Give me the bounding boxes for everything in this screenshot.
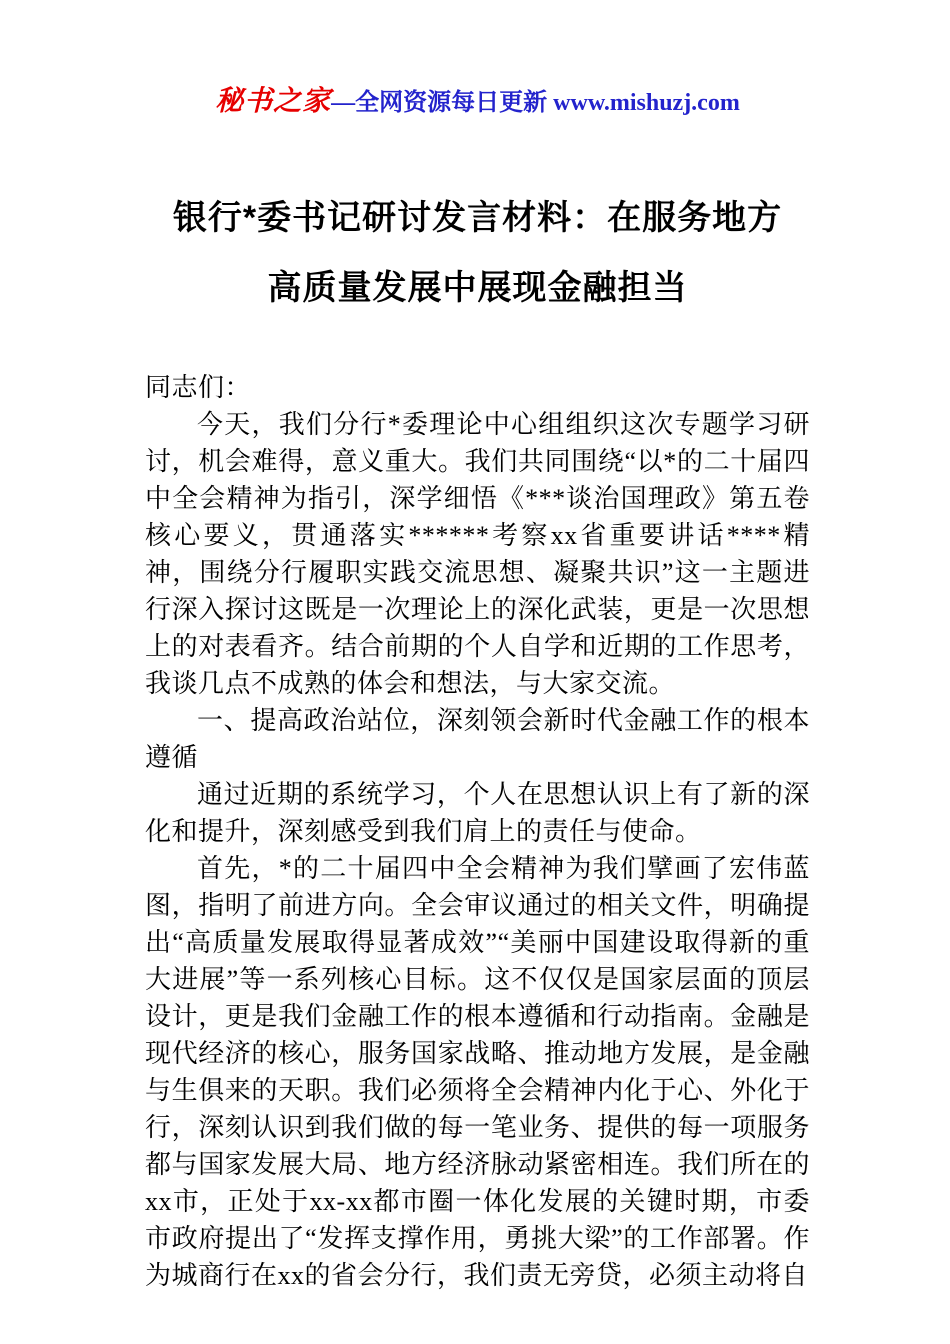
document-title-line-2: 高质量发展中展现金融担当 — [267, 269, 688, 307]
site-url-link[interactable]: www.mishuzj.com — [553, 90, 740, 116]
document-title — [145, 183, 810, 323]
paragraph: 首先，*的二十届四中全会精神为我们擘画了宏伟蓝图，指明了前进方向。全会审议通过的相关文件，明确提出“高质量发展取得显著成效”“美丽中国建设取得新的重大进展”等一系列核心目标。这不仅仅是国家层面的顶层设计，更是我们金融工作的根本遵循和行动指南。金融是现代经济的核心，服务国家战略、推动地方发展，是金融与生俱来的天职。我们必须将全会精神内化于心、外化于行，深刻认识到我们做的每一笔业务、提供的每一项服务都与国家发展大局、地方经济脉动紧密相连。我们所在的xx市，正处于xx-xx都市圈一体化发展的关键时期，市委市政府提出了“发挥支撑作用，勇挑大梁”的工作部署。作为城商行在xx的省会分行，我们责无旁贷，必须主动将自 — [145, 854, 810, 1290]
site-tagline: —全网资源每日更新 — [331, 90, 554, 116]
paragraph: 通过近期的系统学习，个人在思想认识上有了新的深化和提升，深刻感受到我们肩上的责任与使命。 — [145, 780, 810, 846]
section-heading: 一、提高政治站位，深刻领会新时代金融工作的根本遵循 — [145, 706, 810, 772]
document-body — [145, 369, 810, 1294]
site-name: 秘书之家 — [215, 86, 332, 117]
site-header — [145, 85, 810, 123]
document-title-line-1: 银行*委书记研讨发言材料：在服务地方 — [172, 199, 783, 237]
paragraph: 今天，我们分行*委理论中心组组织这次专题学习研讨，机会难得，意义重大。我们共同围绕“以*的二十届四中全会精神为指引，深学细悟《***谈治国理政》第五卷核心要义，贯通落实******考察xx省重要讲话****精神，围绕分行履职实践交流思想、凝聚共识”这一主题进行深入探讨这既是一次理论上的深化武装，更是一次思想上的对表看齐。结合前期的个人自学和近期的工作思考，我谈几点不成熟的体会和想法，与大家交流。 — [145, 410, 810, 698]
paragraph: 同志们： — [145, 373, 252, 402]
